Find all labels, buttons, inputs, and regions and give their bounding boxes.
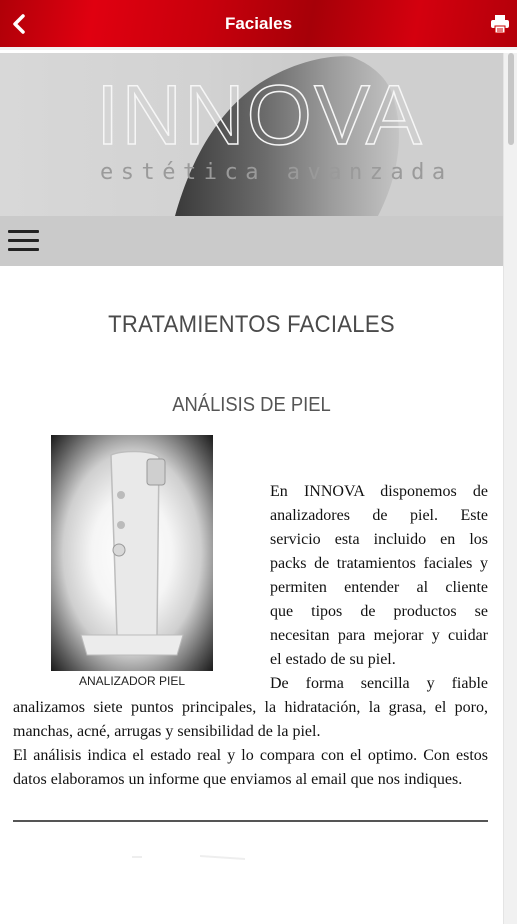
- text-line: El análisis indica el estado real y lo compara con el optimo. Con estos: [13, 747, 488, 764]
- text-line: En INNOVA disponemos de: [270, 483, 488, 500]
- printer-icon[interactable]: [489, 13, 511, 35]
- text-line: el estado de su piel.: [270, 651, 396, 668]
- image-caption: ANALIZADOR PIEL: [78, 674, 186, 688]
- text-line: que tipos de productos se: [270, 603, 488, 620]
- text-line: packs de tratamientos faciales y: [270, 555, 488, 572]
- text-line: necesitan para mejorar y cuidar: [270, 627, 488, 644]
- hero-banner: [0, 53, 503, 216]
- skin-analyzer-image: [51, 435, 213, 671]
- page-header-title: Faciales: [224, 14, 293, 33]
- scrollbar-thumb[interactable]: [508, 53, 514, 145]
- text-line: manchas, acné, arrugas y sensibilidad de la piel.: [13, 723, 321, 740]
- text-line: permiten entender al cliente: [270, 579, 488, 596]
- logo-wordmark: INNOVA: [96, 68, 424, 162]
- logo-tagline: estética avanzada: [100, 160, 453, 185]
- section-title: ANÁLISIS DE PIEL: [172, 394, 331, 416]
- page-title: TRATAMIENTOS FACIALES: [108, 311, 395, 338]
- text-line: analizadores de piel. Este: [270, 507, 488, 524]
- text-line: servicio esta incluido en los: [270, 531, 488, 548]
- section-divider: [13, 820, 488, 822]
- app-header: [0, 0, 517, 50]
- description-paragraph-right: [270, 480, 488, 696]
- nav-menubar: [0, 216, 503, 266]
- text-line: datos elaboramos un informe que enviamos al email que nos indiques.: [13, 771, 463, 788]
- hamburger-icon[interactable]: [8, 230, 39, 252]
- text-line: analizamos siete puntos principales, la hidratación, la grasa, el poro,: [13, 699, 488, 716]
- text-line: De forma sencilla y fiable: [270, 675, 488, 692]
- description-paragraph-full: [13, 696, 488, 792]
- vertical-scrollbar[interactable]: [503, 53, 517, 924]
- faded-image-edge: [130, 853, 250, 865]
- page-content: [0, 53, 503, 924]
